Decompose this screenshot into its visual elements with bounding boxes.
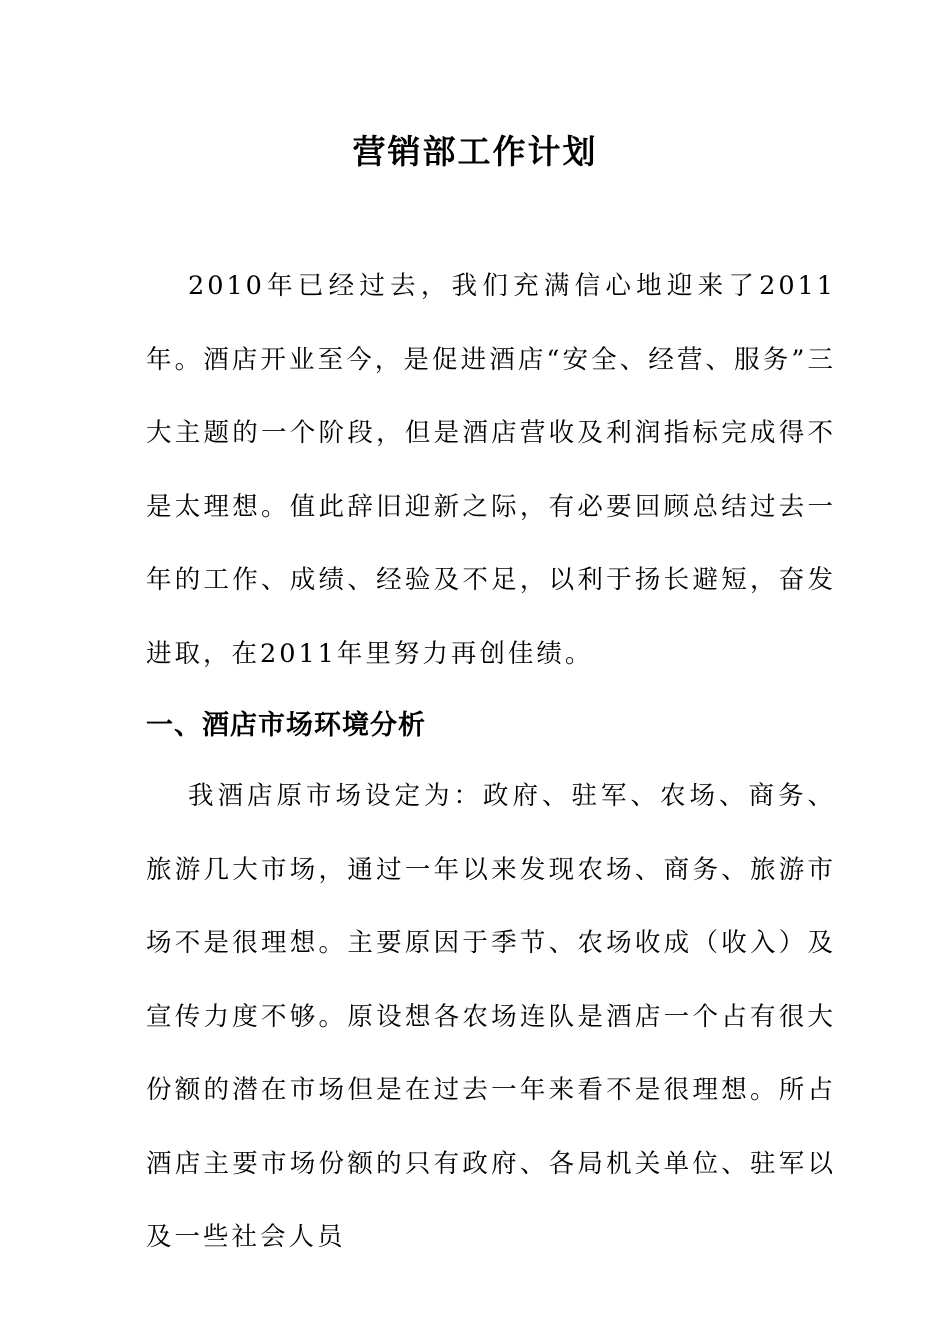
document-title: 营销部工作计划 bbox=[352, 132, 598, 171]
intro-paragraph: 2010年已经过去，我们充满信心地迎来了2011年。酒店开业至今，是促进酒店“安全、经营、服务”三大主题的一个阶段，但是酒店营收及利润指标完成得不是太理想。值此辞旧迎新之际，有必要回顾总结过去一年的工作、成绩、经验及不足，以利于扬长避短，奋发进取，在2011年里努力再创佳绩。 bbox=[146, 271, 836, 669]
section-paragraph-market-analysis: 我酒店原市场设定为：政府、驻军、农场、商务、旅游几大市场，通过一年以来发现农场、商务、旅游市场不是很理想。主要原因于季节、农场收成（收入）及宣传力度不够。原设想各农场连队是酒店一个占有很大份额的潜在市场但是在过去一年来看不是很理想。所占酒店主要市场份额的只有政府、各局机关单位、驻军以及一些社会人员 bbox=[146, 781, 836, 1252]
section-heading-market-analysis: 一、酒店市场环境分析 bbox=[146, 710, 426, 741]
